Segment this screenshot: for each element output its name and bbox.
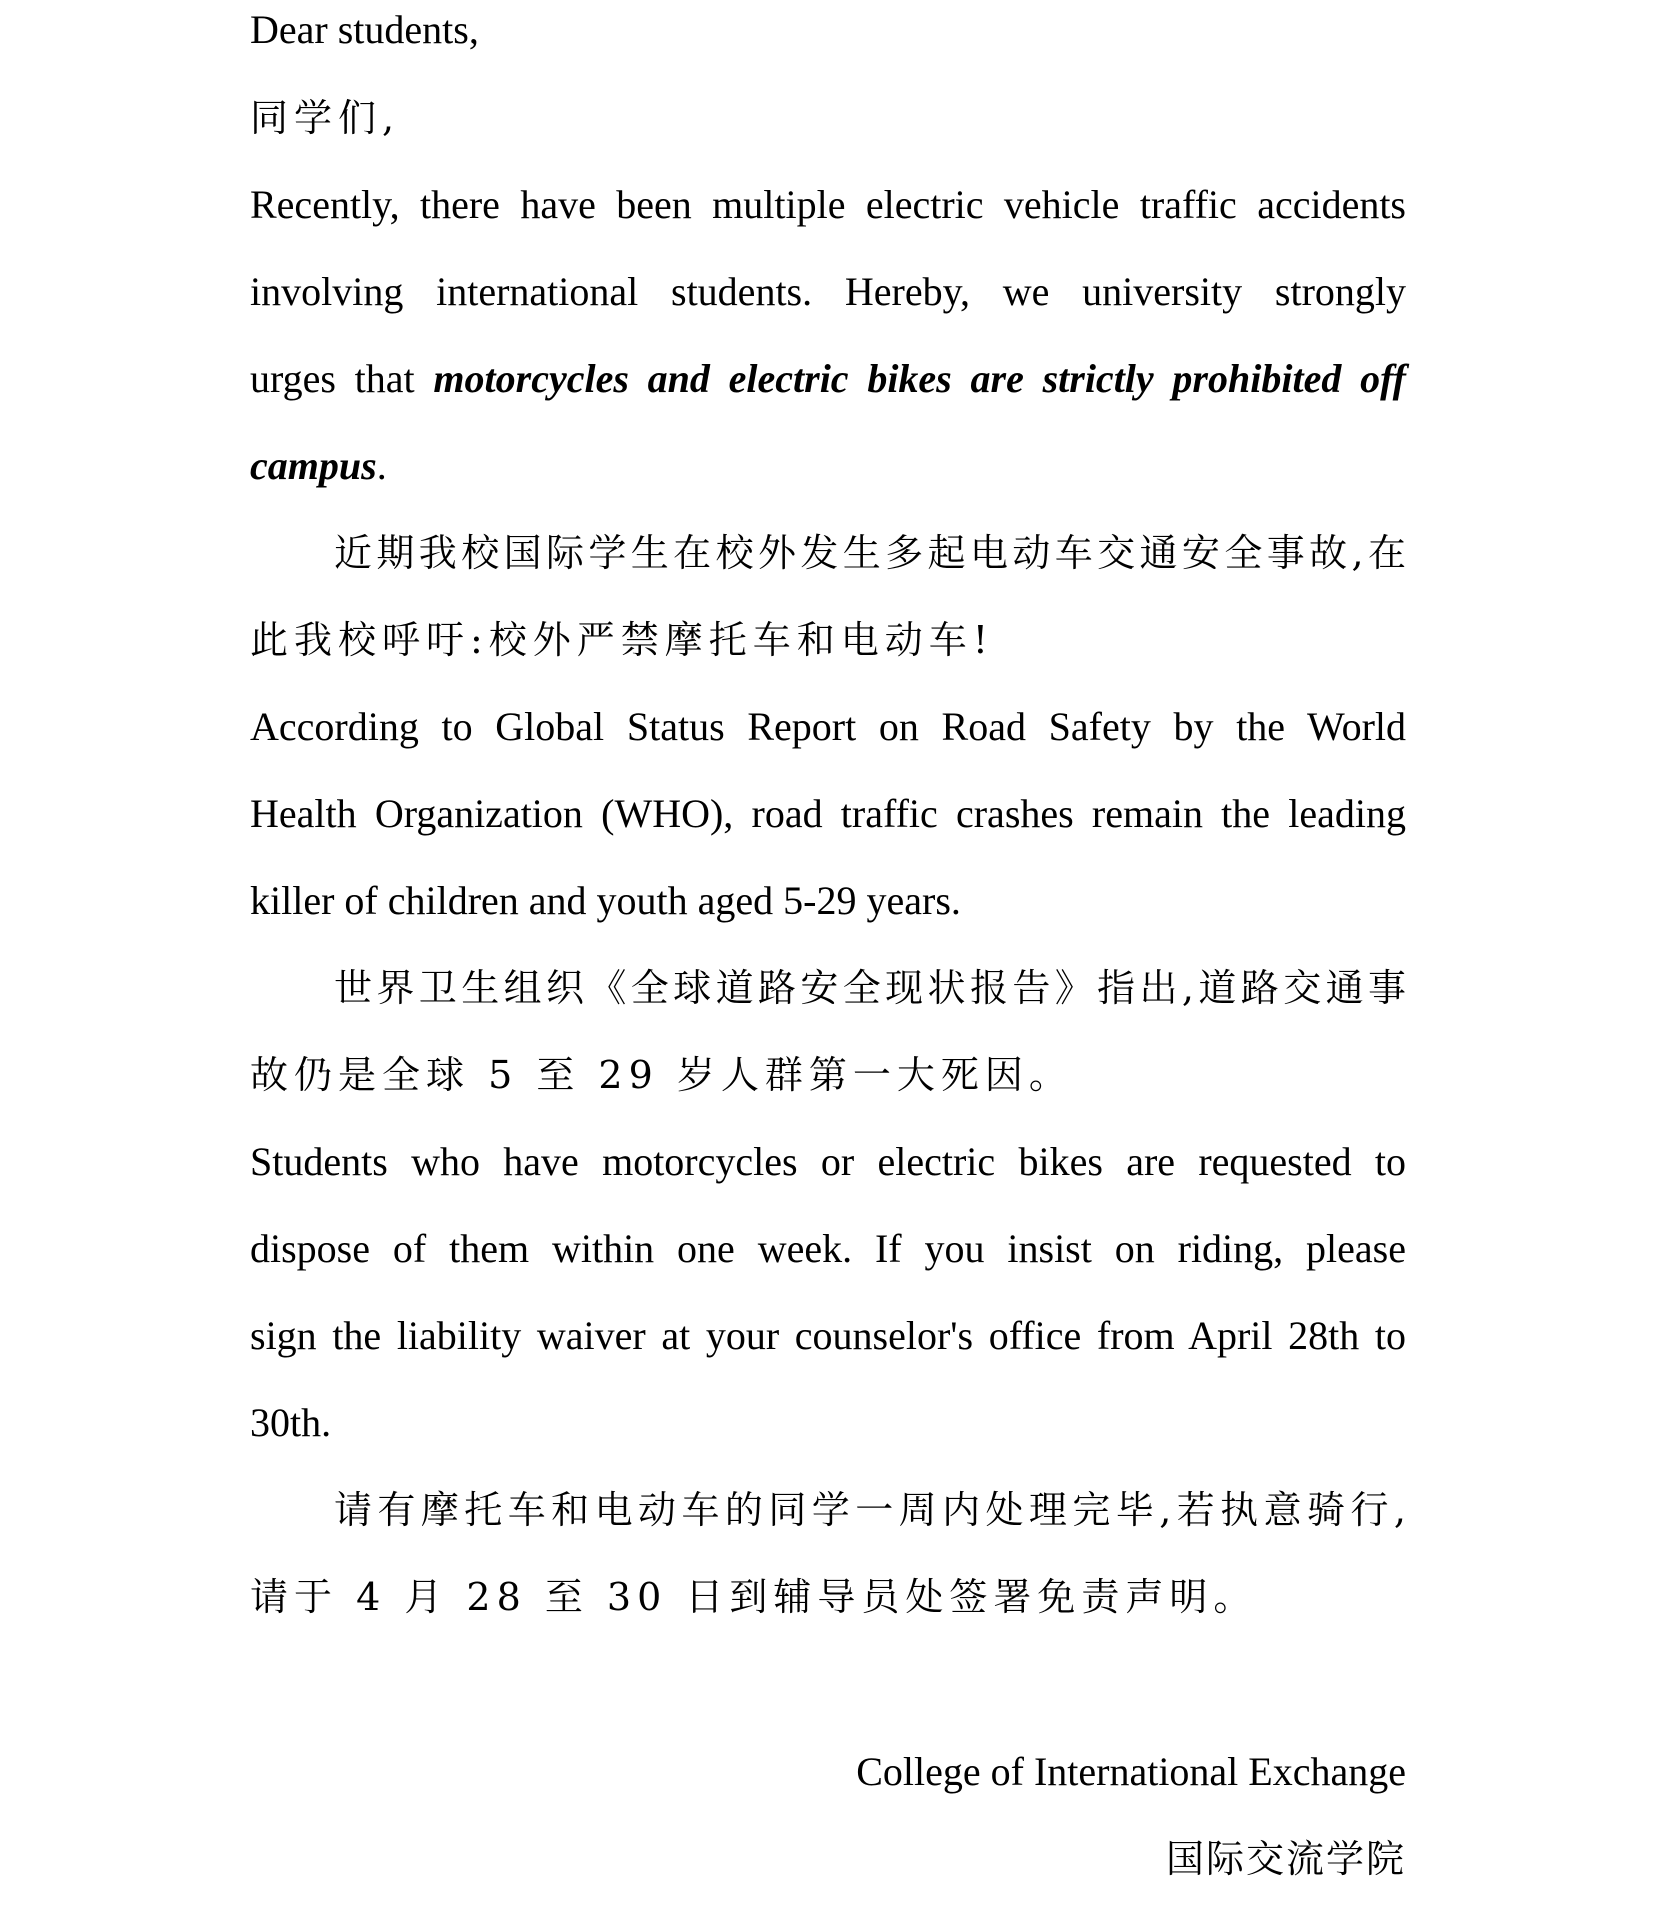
para1-en-line3-plain: urges that: [250, 356, 434, 401]
para3-en-line2: dispose of them within one week. If you insist on riding, please: [250, 1226, 1406, 1271]
para1-en-line2: involving international students. Hereby, we university strongly: [250, 269, 1406, 314]
para3-en-line1: Students who have motorcycles or electric bikes are requested to: [250, 1139, 1406, 1184]
para2-en-line2: Health Organization (WHO), road traffic crashes remain the leading: [250, 791, 1406, 836]
signature-en: College of International Exchange: [856, 1749, 1406, 1794]
para3-en-line4: 30th.: [250, 1400, 332, 1445]
para3-cn-line1: 请有摩托车和电动车的同学一周内处理完毕,若执意骑行,: [334, 1488, 1406, 1532]
prohibition-emphasis-end: campus: [250, 443, 377, 488]
para1-en-line3: [250, 355, 1406, 403]
para2-en-line3: killer of children and youth aged 5-29 years.: [250, 878, 961, 923]
greeting-en: Dear students,: [250, 7, 479, 52]
para1-en-line4-end: .: [376, 443, 387, 488]
greeting-cn: 同学们,: [250, 96, 401, 140]
para3-en-line3: sign the liability waiver at your counselor's office from April 28th to: [250, 1313, 1406, 1358]
letter-page: [250, 0, 1406, 1911]
signature-cn: 国际交流学院: [1165, 1837, 1406, 1881]
para1-en-line4: [250, 442, 1406, 490]
para1-en-line1: Recently, there have been multiple electric vehicle traffic accidents: [250, 182, 1406, 227]
para1-cn-line1: 近期我校国际学生在校外发生多起电动车交通安全事故,在: [334, 531, 1406, 575]
para2-en-line1: According to Global Status Report on Road Safety by the World: [250, 704, 1406, 749]
para2-cn-line1: 世界卫生组织《全球道路安全现状报告》指出,道路交通事: [334, 966, 1406, 1010]
para1-cn-line2: 此我校呼吁:校外严禁摩托车和电动车!: [250, 618, 995, 662]
para2-cn-line2: 故仍是全球 5 至 29 岁人群第一大死因。: [250, 1053, 1073, 1097]
para3-cn-line2: 请于 4 月 28 至 30 日到辅导员处签署免责声明。: [250, 1575, 1258, 1619]
prohibition-emphasis: motorcycles and electric bikes are strictly prohibited off: [433, 356, 1406, 401]
